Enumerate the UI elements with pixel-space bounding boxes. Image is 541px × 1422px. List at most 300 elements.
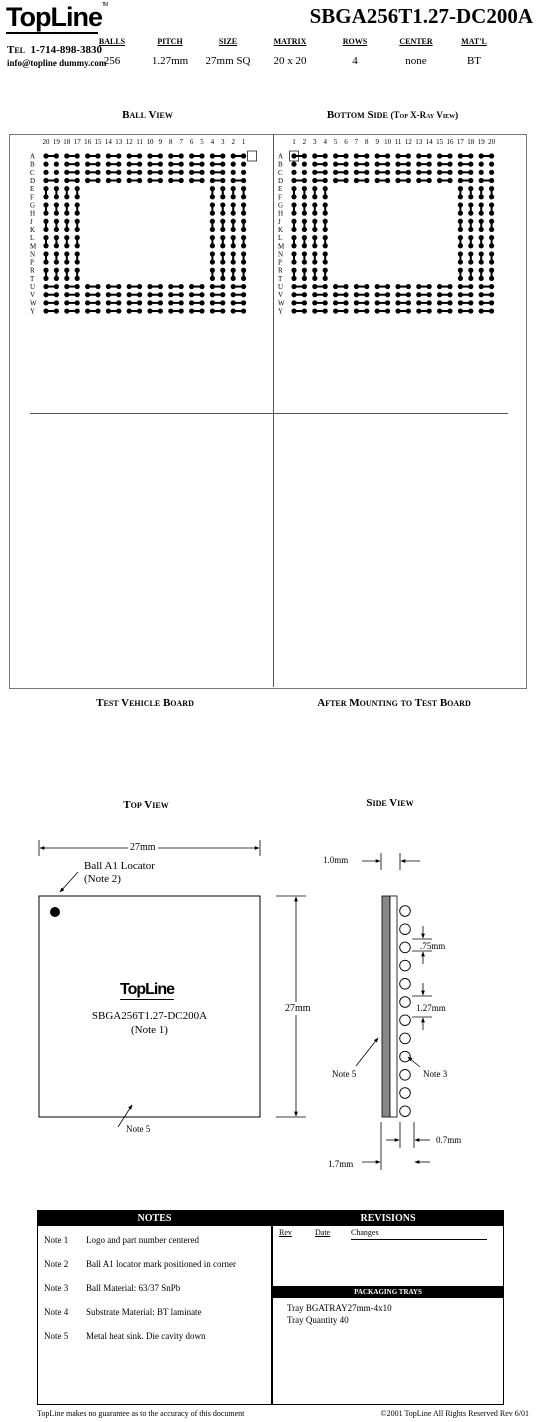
ball	[75, 170, 80, 175]
ball	[147, 300, 152, 305]
ball	[127, 300, 132, 305]
ball	[158, 162, 163, 167]
trays-header: PACKAGING TRAYS	[273, 1286, 503, 1298]
ball	[375, 300, 380, 305]
ball	[137, 178, 142, 183]
ball	[64, 153, 69, 158]
ball	[75, 292, 80, 297]
ball	[468, 202, 473, 207]
spec-label: PITCH	[157, 37, 183, 46]
ball	[375, 308, 380, 313]
row-label-right: W	[278, 299, 285, 308]
ball	[291, 170, 296, 175]
ball	[489, 178, 494, 183]
ball	[137, 308, 142, 313]
ball	[468, 194, 473, 199]
ball	[220, 259, 225, 264]
ball	[54, 153, 59, 158]
spec-label: MATRIX	[273, 37, 307, 46]
ball	[375, 284, 380, 289]
row-label-right: H	[278, 209, 284, 218]
ball	[395, 292, 400, 297]
ball	[427, 162, 432, 167]
ball	[199, 308, 204, 313]
ball	[385, 170, 390, 175]
ball	[468, 219, 473, 224]
ball	[479, 284, 484, 289]
ball	[43, 268, 48, 273]
ball	[458, 268, 463, 273]
package-logo-underline	[120, 999, 174, 1000]
ball	[64, 162, 69, 167]
row-label-right: P	[278, 258, 282, 267]
ball	[220, 202, 225, 207]
ball	[375, 178, 380, 183]
col-label-right: 15	[436, 138, 444, 146]
revisions-panel	[272, 1210, 504, 1405]
ball	[220, 219, 225, 224]
spec-label: CENTER	[399, 37, 433, 46]
row-label-left: G	[30, 201, 36, 210]
ball	[64, 202, 69, 207]
a1-marker	[248, 151, 257, 161]
ball	[323, 292, 328, 297]
ball	[168, 162, 173, 167]
col-label-right: 8	[365, 138, 369, 146]
package-outline	[39, 896, 260, 1117]
a1-locator-dot	[50, 907, 60, 917]
ball	[302, 243, 307, 248]
ball	[302, 186, 307, 191]
ball	[416, 292, 421, 297]
ball	[168, 300, 173, 305]
row-label-left: R	[30, 266, 35, 275]
side-ball	[400, 979, 411, 990]
col-label-left: 10	[146, 138, 154, 146]
ball	[231, 251, 236, 256]
ball	[179, 178, 184, 183]
ball	[189, 162, 194, 167]
ball	[75, 251, 80, 256]
ball	[312, 308, 317, 313]
ball	[54, 170, 59, 175]
ball	[479, 153, 484, 158]
ball	[179, 308, 184, 313]
ball	[343, 178, 348, 183]
note-text: Substrate Material: BT laminate	[86, 1307, 202, 1317]
col-label-right: 3	[313, 138, 317, 146]
ball	[437, 170, 442, 175]
ball	[210, 284, 215, 289]
ball	[64, 235, 69, 240]
ball	[54, 243, 59, 248]
row-label-left: V	[30, 291, 36, 300]
note-key: Note 3	[44, 1283, 69, 1293]
ball	[189, 292, 194, 297]
ball	[231, 153, 236, 158]
ball	[333, 308, 338, 313]
ball	[210, 227, 215, 232]
row-label-right: T	[278, 274, 283, 283]
ball	[75, 186, 80, 191]
ball	[354, 300, 359, 305]
ball	[241, 235, 246, 240]
ball	[179, 284, 184, 289]
ball	[302, 259, 307, 264]
ball	[302, 219, 307, 224]
ball	[179, 153, 184, 158]
ball	[85, 308, 90, 313]
ball	[323, 243, 328, 248]
ball	[241, 219, 246, 224]
row-label-right: E	[278, 185, 283, 194]
note-key: Note 4	[44, 1307, 69, 1317]
ball	[158, 170, 163, 175]
col-label-left: 13	[115, 138, 123, 146]
ball	[468, 259, 473, 264]
spec-label: SIZE	[218, 37, 238, 46]
ball	[220, 251, 225, 256]
ball	[64, 308, 69, 313]
ball	[220, 178, 225, 183]
ball	[427, 292, 432, 297]
ball	[468, 276, 473, 281]
ball	[241, 308, 246, 313]
ball	[106, 284, 111, 289]
ball	[220, 170, 225, 175]
note-text: Ball Material: 63/37 SnPb	[86, 1283, 181, 1293]
ball	[189, 153, 194, 158]
ball	[302, 162, 307, 167]
footer-copyright: ©2001 TopLine All Rights Reserved Rev 6/01	[380, 1409, 529, 1418]
ball	[241, 211, 246, 216]
ball	[437, 162, 442, 167]
side-note5-leader	[356, 1038, 378, 1066]
ball	[220, 211, 225, 216]
ball	[231, 194, 236, 199]
ball	[241, 300, 246, 305]
side-view-title: Side View	[366, 797, 414, 809]
spec-value: 4	[352, 55, 358, 67]
ball	[458, 170, 463, 175]
ball	[416, 170, 421, 175]
ball	[75, 259, 80, 264]
ball	[43, 300, 48, 305]
ball	[75, 284, 80, 289]
ball	[291, 243, 296, 248]
ball	[354, 178, 359, 183]
ball	[489, 300, 494, 305]
ball	[333, 170, 338, 175]
ball	[468, 308, 473, 313]
ball	[323, 235, 328, 240]
ball	[64, 186, 69, 191]
ball	[137, 162, 142, 167]
ball	[489, 186, 494, 191]
ball	[95, 178, 100, 183]
ball	[85, 292, 90, 297]
ball	[179, 300, 184, 305]
col-label-right: 11	[394, 138, 402, 146]
ball	[189, 178, 194, 183]
ball	[437, 178, 442, 183]
ball	[43, 276, 48, 281]
col-label-left: 11	[136, 138, 143, 146]
ball	[489, 268, 494, 273]
ball	[231, 292, 236, 297]
ball	[489, 235, 494, 240]
ball	[241, 292, 246, 297]
ball	[220, 162, 225, 167]
ball	[395, 284, 400, 289]
col-label-left: 15	[94, 138, 102, 146]
ball	[312, 235, 317, 240]
ball	[458, 259, 463, 264]
ball	[479, 178, 484, 183]
locator-note-label: (Note 2)	[84, 873, 121, 885]
ball	[437, 292, 442, 297]
note-text: Ball A1 locator mark positioned in corner	[86, 1259, 236, 1269]
ball	[291, 211, 296, 216]
ball	[43, 211, 48, 216]
ball	[364, 170, 369, 175]
row-label-right: L	[278, 234, 283, 243]
ball	[231, 202, 236, 207]
ball	[241, 276, 246, 281]
ball	[437, 308, 442, 313]
row-label-left: F	[30, 193, 34, 202]
ball	[64, 219, 69, 224]
ball	[479, 292, 484, 297]
contact-email: info@topline dummy.com	[7, 58, 107, 68]
ball	[416, 284, 421, 289]
ball	[54, 202, 59, 207]
ball	[168, 292, 173, 297]
ball	[241, 243, 246, 248]
trademark: TM	[101, 2, 108, 8]
col-label-left: 20	[42, 138, 50, 146]
ball	[54, 227, 59, 232]
col-label-left: 12	[125, 138, 133, 146]
ball	[43, 227, 48, 232]
ball	[220, 292, 225, 297]
ball	[458, 300, 463, 305]
ball	[64, 259, 69, 264]
col-label-right: 16	[446, 138, 454, 146]
ball	[158, 178, 163, 183]
ball	[406, 300, 411, 305]
ball	[95, 162, 100, 167]
spec-value: 20 x 20	[273, 55, 307, 67]
ball	[416, 308, 421, 313]
ball	[75, 162, 80, 167]
ball	[54, 259, 59, 264]
ball	[54, 276, 59, 281]
ball	[43, 243, 48, 248]
ball	[395, 300, 400, 305]
ball	[302, 227, 307, 232]
d5-label: 1.7mm	[328, 1159, 354, 1169]
ball	[458, 178, 463, 183]
ball	[43, 170, 48, 175]
col-label-right: 4	[323, 138, 327, 146]
ball	[231, 284, 236, 289]
ball	[106, 308, 111, 313]
ball	[458, 235, 463, 240]
ball	[127, 153, 132, 158]
col-label-right: 2	[302, 138, 307, 146]
revisions-col-rev: Rev	[279, 1228, 292, 1237]
ball	[147, 162, 152, 167]
revisions-col-date: Date	[315, 1228, 331, 1237]
ball	[127, 178, 132, 183]
ball	[64, 251, 69, 256]
ball	[468, 235, 473, 240]
ball	[231, 178, 236, 183]
ball	[458, 276, 463, 281]
ball	[231, 186, 236, 191]
ball	[291, 227, 296, 232]
ball	[354, 162, 359, 167]
ball	[447, 292, 452, 297]
row-label-left: C	[30, 168, 35, 177]
tray-quantity: Tray Quantity 40	[287, 1315, 349, 1325]
ball	[479, 202, 484, 207]
ball	[137, 284, 142, 289]
ball	[312, 276, 317, 281]
ball	[364, 178, 369, 183]
ball	[312, 178, 317, 183]
ball	[85, 162, 90, 167]
ball	[147, 284, 152, 289]
ball	[447, 300, 452, 305]
side-ball	[400, 906, 411, 917]
ball	[489, 308, 494, 313]
ball	[210, 211, 215, 216]
ball	[333, 162, 338, 167]
package-part-label: SBGA256T1.27-DC200A	[91, 1010, 208, 1022]
ball	[291, 235, 296, 240]
ball	[147, 170, 152, 175]
ball	[291, 153, 296, 158]
ball	[385, 284, 390, 289]
ball	[385, 153, 390, 158]
ball	[312, 268, 317, 273]
ball	[106, 178, 111, 183]
ball	[447, 308, 452, 313]
ball	[479, 300, 484, 305]
ball	[458, 227, 463, 232]
ball	[375, 162, 380, 167]
row-label-right: Y	[278, 307, 284, 316]
tel-value: 1-714-898-3830	[30, 44, 103, 56]
ball	[323, 276, 328, 281]
ball	[323, 227, 328, 232]
ball	[406, 162, 411, 167]
ball	[323, 162, 328, 167]
ball	[43, 251, 48, 256]
col-label-left: 7	[179, 138, 183, 146]
ball	[168, 170, 173, 175]
ball	[231, 211, 236, 216]
ball	[147, 178, 152, 183]
ball	[395, 308, 400, 313]
ball	[416, 153, 421, 158]
col-label-right: 13	[415, 138, 423, 146]
ball	[158, 284, 163, 289]
ball	[385, 162, 390, 167]
ball	[312, 259, 317, 264]
ball	[406, 284, 411, 289]
test-board-title: Test Vehicle Board	[96, 697, 194, 709]
spec-label: MAT'L	[461, 37, 487, 46]
note-item	[44, 1331, 205, 1341]
ball	[416, 178, 421, 183]
ball	[220, 186, 225, 191]
ball	[137, 153, 142, 158]
ball	[291, 219, 296, 224]
ball	[458, 153, 463, 158]
ball	[458, 202, 463, 207]
ball	[220, 194, 225, 199]
note-text: Logo and part number centered	[86, 1235, 199, 1245]
ball	[468, 243, 473, 248]
row-label-right: F	[278, 193, 282, 202]
ball	[75, 268, 80, 273]
row-label-right: U	[278, 283, 284, 292]
ball	[406, 170, 411, 175]
ball	[241, 202, 246, 207]
ball	[312, 211, 317, 216]
ball	[231, 235, 236, 240]
note-item	[44, 1283, 180, 1293]
row-label-left: B	[30, 160, 35, 169]
ball	[43, 308, 48, 313]
locator-leader	[60, 872, 78, 892]
side-ball	[400, 1106, 411, 1117]
ball	[323, 153, 328, 158]
ball	[291, 202, 296, 207]
ball	[85, 284, 90, 289]
ball	[95, 292, 100, 297]
ball	[54, 300, 59, 305]
ball	[364, 153, 369, 158]
ball	[416, 300, 421, 305]
ball	[158, 153, 163, 158]
ball	[468, 284, 473, 289]
ball	[468, 178, 473, 183]
ball	[406, 153, 411, 158]
ball	[479, 308, 484, 313]
ball	[479, 227, 484, 232]
ball	[64, 194, 69, 199]
col-label-right: 12	[404, 138, 412, 146]
ball	[312, 292, 317, 297]
ball	[75, 235, 80, 240]
ball	[64, 227, 69, 232]
ball	[312, 194, 317, 199]
col-label-left: 14	[104, 138, 112, 146]
ball	[64, 268, 69, 273]
ball	[489, 219, 494, 224]
ball	[210, 292, 215, 297]
ball	[437, 153, 442, 158]
ball	[468, 300, 473, 305]
row-label-right: C	[278, 168, 283, 177]
ball	[64, 292, 69, 297]
row-label-left: H	[30, 209, 36, 218]
ball	[437, 300, 442, 305]
